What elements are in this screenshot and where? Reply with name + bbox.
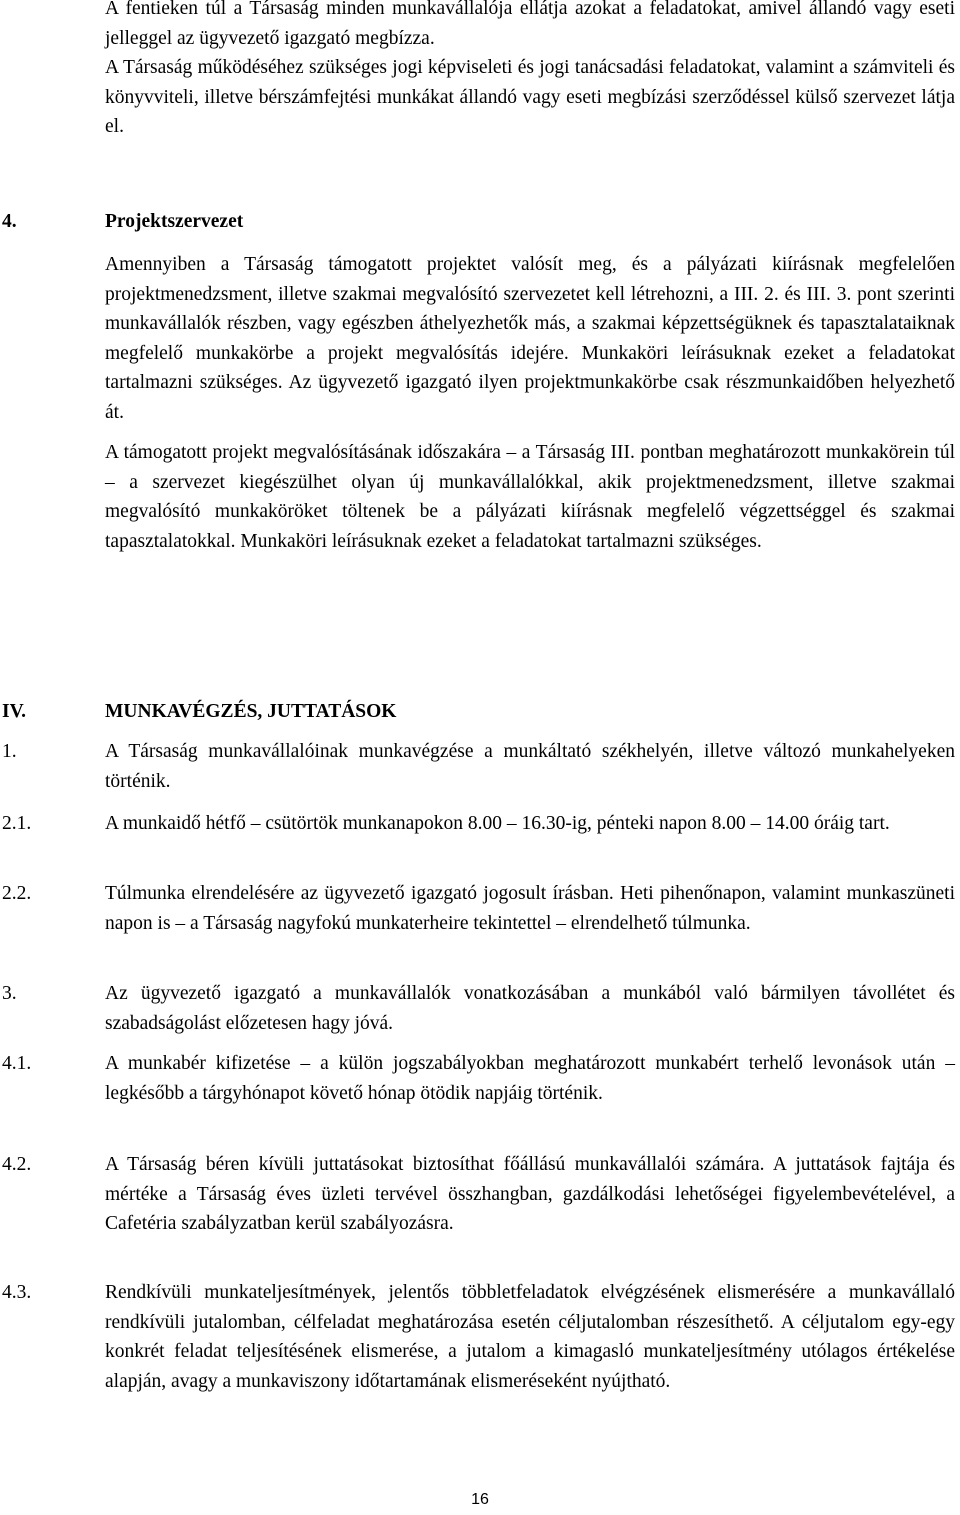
section-4-paragraph-2: A támogatott projekt megvalósításának időszakára – a Társaság III. pontban meghatározott munkakörein túl – a szervezet kiegészülhet olyan új munkavállalókkal, akik projektmenedzsment, illetve szakmai megvalósító munkaköröket töltenek be a pályázati kiírásnak megfelelő végzettséggel és szakmai tapasztalatokkal. Munkaköri leírásuknak ezeket a feladatokat tartalmazni szükséges. bbox=[105, 442, 955, 552]
item-text: Rendkívüli munkateljesítmények, jelentős többletfeladatok elvégzésének elismerésére a munkavállaló rendkívüli jutalomban, célfeladat meghatározása esetén céljutalomban részesíthető. A céljutalom egy-egy konkrét feladat teljesítésének elismerése, a jutalom a kimagasló munkateljesítmény utólagos értékelése alapján, avagy a munkaviszony időtartamának elismeréseként nyújtható. bbox=[105, 1282, 955, 1392]
item-number: 4.2. bbox=[2, 1154, 32, 1175]
item-text: A Társaság munkavállalóinak munkavégzése a munkáltató székhelyén, illetve változó munkahelyeken történik. bbox=[105, 741, 955, 792]
chapter-number: IV. bbox=[2, 701, 27, 722]
item-number: 4.1. bbox=[2, 1053, 32, 1074]
item-text: A munkabér kifizetése – a külön jogszabályokban meghatározott munkabért terhelő levonások után – legkésőbb a tárgyhónapot követő hónap ötödik napjáig történik. bbox=[105, 1053, 955, 1104]
item-number: 4.3. bbox=[2, 1282, 32, 1303]
intro-block bbox=[105, 0, 955, 142]
section-4-heading bbox=[2, 207, 244, 237]
item-number: 2.1. bbox=[2, 813, 32, 834]
section-4-paragraph-1: Amennyiben a Társaság támogatott projektet valósít meg, és a pályázati kiírásnak megfelelően projektmenedzsment, illetve szakmai megvalósító szervezetet kell létrehozni, a III. 2. és III. 3. pont szerinti munkavállalók részben, vagy egészben áthelyezhetők más, a szakmai képzettségüknek és tapasztalataiknak megfelelő munkakörbe a projekt megvalósítás idejére. Munkaköri leírásuknak ezeket a feladatokat tartalmazni szükséges. Az ügyvezető igazgató ilyen projektmunkakörbe csak részmunkaidőben helyezhető át. bbox=[105, 254, 955, 423]
section-4-body bbox=[105, 250, 955, 556]
item-number: 1. bbox=[2, 741, 17, 762]
item-number: 2.2. bbox=[2, 883, 32, 904]
item-text: A munkaidő hétfő – csütörtök munkanapokon 8.00 – 16.30-ig, pénteki napon 8.00 – 14.00 óráig tart. bbox=[105, 813, 890, 834]
item-text: Túlmunka elrendelésére az ügyvezető igazgató jogosult írásban. Heti pihenőnapon, valamint munkaszüneti napon is – a Társaság nagyfokú munkaterheire tekintettel – elrendelhető túlmunka. bbox=[105, 883, 955, 934]
chapter-title: MUNKAVÉGZÉS, JUTTATÁSOK bbox=[105, 701, 397, 722]
section-4-title: Projektszervezet bbox=[105, 211, 244, 232]
page-number: 16 bbox=[471, 1491, 489, 1508]
item-text: Az ügyvezető igazgató a munkavállalók vonatkozásában a munkából való bármilyen távollétet és szabadságolást előzetesen hagy jóvá. bbox=[105, 983, 955, 1034]
section-4-number: 4. bbox=[2, 211, 17, 232]
item-text: A Társaság béren kívüli juttatásokat biztosíthat főállású munkavállalói számára. A juttatások fajtája és mértéke a Társaság éves üzleti tervével összhangban, gazdálkodási lehetőségei figyelembevételével, a Cafetéria szabályzatban kerül szabályozásra. bbox=[105, 1154, 955, 1234]
intro-paragraph-2: A Társaság működéséhez szükséges jogi képviseleti és jogi tanácsadási feladatokat, valamint a számviteli és könyvviteli, illetve bérszámfejtési munkákat állandó vagy eseti megbízási szerződéssel külső szervezet látja el. bbox=[105, 57, 955, 137]
item-number: 3. bbox=[2, 983, 17, 1004]
intro-paragraph-1: A fentieken túl a Társaság minden munkavállalója ellátja azokat a feladatokat, amivel állandó vagy eseti jelleggel az ügyvezető igazgató megbízza. bbox=[105, 0, 955, 49]
